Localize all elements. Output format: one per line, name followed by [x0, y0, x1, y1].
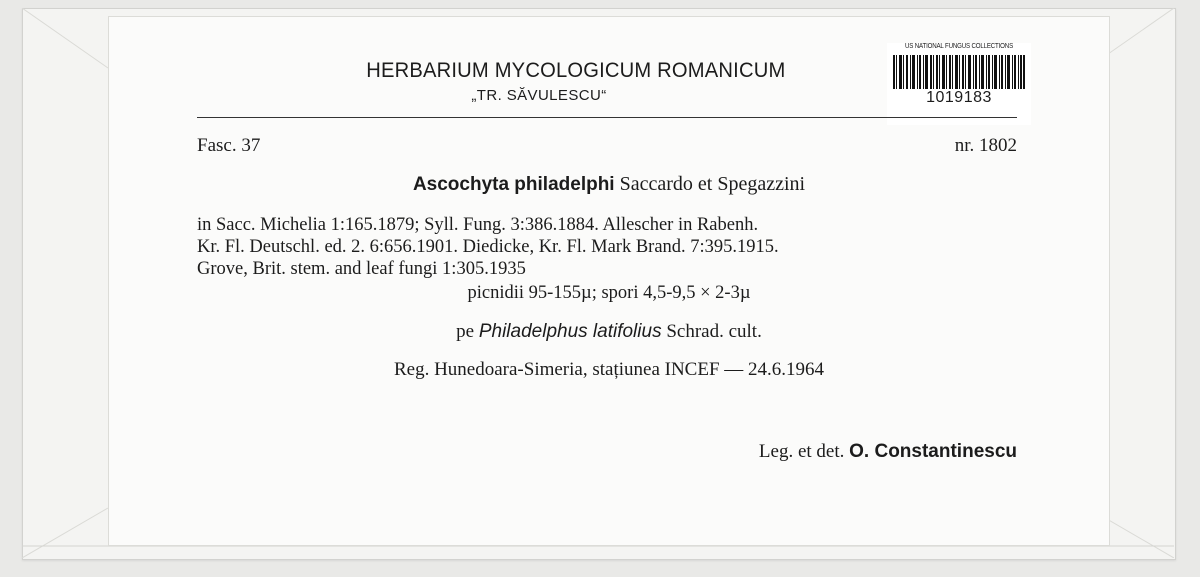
barcode-caption: US NATIONAL FUNGUS COLLECTIONS	[904, 43, 1014, 50]
header-divider	[197, 117, 1017, 118]
barcode-number: 1019183	[926, 89, 992, 106]
reference-line: Kr. Fl. Deutschl. ed. 2. 6:656.1901. Diedicke, Kr. Fl. Mark Brand. 7:395.1915.	[197, 237, 779, 257]
species-name: Ascochyta philadelphi	[412, 174, 615, 195]
collector-name: O. Constantinescu	[849, 441, 1017, 462]
collector-prefix: Leg. et det.	[758, 441, 845, 462]
measurements: picnidii 95-155µ; spori 4,5-9,5 × 2-3µ	[467, 283, 751, 303]
reference-line: in Sacc. Michelia 1:165.1879; Syll. Fung. 3:386.1884. Allescher in Rabenh.	[197, 215, 759, 235]
fascicle-number: Fasc. 37	[197, 135, 261, 156]
host-line	[109, 321, 1109, 343]
institution-subtitle: „TR. SĂVULESCU“	[471, 87, 607, 104]
barcode-icon	[893, 55, 1025, 89]
specimen-number: nr. 1802	[954, 135, 1017, 156]
barcode-sticker	[887, 43, 1031, 125]
species-line	[109, 173, 1109, 196]
collector-line	[759, 441, 1017, 463]
host-prefix: pe	[456, 321, 475, 342]
host-suffix: Schrad. cult.	[666, 321, 762, 342]
herbarium-label	[108, 16, 1110, 546]
reference-line: Grove, Brit. stem. and leaf fungi 1:305.1935	[197, 259, 526, 279]
locality: Reg. Hunedoara-Simeria, stațiunea INCEF — 24.6.1964	[393, 359, 825, 380]
species-authors: Saccardo et Spegazzini	[619, 173, 806, 195]
institution-title: HERBARIUM MYCOLOGICUM ROMANICUM	[366, 59, 786, 82]
host-name: Philadelphus latifolius	[478, 321, 662, 342]
